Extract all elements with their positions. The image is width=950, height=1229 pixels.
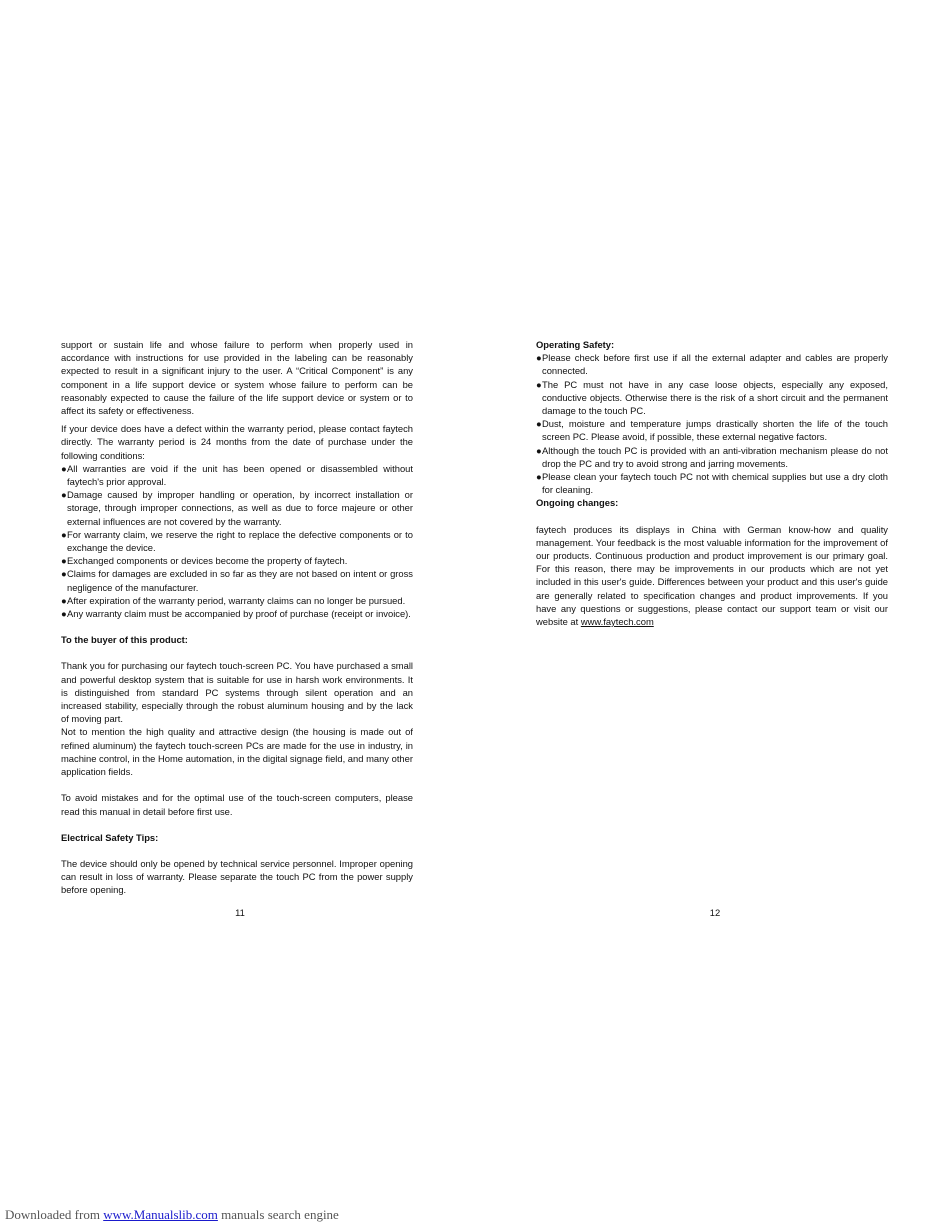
footer-suffix: manuals search engine [221,1207,339,1222]
bullet-icon: ● [536,352,542,364]
electrical-heading: Electrical Safety Tips: [61,831,159,843]
bullet-icon: ● [61,462,67,474]
list-item: ● The PC must not have in any case loose objects, especially any exposed, conductive objects. Otherwise there is the risk of a short circuit and the permanent damage to the touch PC. [536,378,888,417]
list-item: ● Any warranty claim must be accompanied by proof of purchase (receipt or invoice). [61,608,411,620]
list-item: ● Although the touch PC is provided with an anti-vibration mechanism please do not drop the PC and try to avoid strong and jarring movements. [536,444,888,469]
list-item: ● Damage caused by improper handling or operation, by incorrect installation or storage, through improper connections, as well as due to force majeure or other external influences are not covered by the warranty. [61,489,413,527]
page-number: 12 [709,907,721,918]
page-number: 11 [235,907,245,918]
list-item: ● Claims for damages are excluded in so far as they are not based on intent or gross negligence of the manufacturer. [61,568,413,593]
bullet-icon: ● [61,594,67,606]
list-item: ● After expiration of the warranty period, warranty claims can no longer be pursued. [61,594,406,606]
warranty-conditions-list [61,462,413,620]
list-item: ● All warranties are void if the unit has been opened or disassembled without faytech's prior approval. [61,462,413,488]
manualslib-link[interactable]: www.Manualslib.com [103,1207,218,1222]
website-link[interactable]: www.faytech.com [580,616,654,628]
operating-safety-list [536,351,888,496]
warranty-intro-paragraph: If your device does have a defect within the warranty period, please contact faytech directly. The warranty period is 24 months from the date of purchase under the following conditions: [61,423,413,461]
buyer-heading: To the buyer of this product: [61,634,188,646]
bullet-icon: ● [61,528,67,540]
right-page [475,0,950,1229]
buyer-paragraph-1: Thank you for purchasing our faytech touch-screen PC. You have purchased a small and powerful desktop system that is suitable for use in harsh work environments. It is distinguished from standard PC systems through silent operation and an increased stability, especially through the robust aluminum housing and by the lack of moving part. [61,660,413,725]
list-item: ● Please clean your faytech touch PC not with chemical supplies but use a dry cloth for cleaning. [536,471,888,496]
bullet-icon: ● [61,568,67,580]
bullet-icon: ● [536,471,542,483]
bullet-icon: ● [536,418,542,430]
bullet-icon: ● [61,489,67,501]
operating-safety-heading: Operating Safety: [536,339,615,350]
buyer-paragraph-3: To avoid mistakes and for the optimal use of the touch-screen computers, please read this manual in detail before first use. [61,792,413,817]
intro-paragraph: support or sustain life and whose failure to perform when properly used in accordance with instructions for use provided in the labeling can be reasonably expected to result in a significant injury to the user. A “Critical Component” is any component in a life support device or system whose failure to perform can be reasonably expected to cause the failure of the life support device or system or to affect its safety or effectiveness. [61,339,413,417]
bullet-icon: ● [536,378,542,390]
footer-prefix: Downloaded from [5,1207,100,1222]
right-text-column [536,338,888,628]
list-item: ● Exchanged components or devices become the property of faytech. [61,555,348,567]
list-item: ● For warranty claim, we reserve the right to replace the defective components or to exchange the device. [61,528,413,554]
bullet-icon: ● [61,555,67,567]
list-item: ● Please check before first use if all the external adapter and cables are properly connected. [536,352,888,377]
list-item: ● Dust, moisture and temperature jumps drastically shorten the life of the touch screen PC. Please avoid, if possible, these external negative factors. [536,418,888,443]
ongoing-changes-heading: Ongoing changes: [536,497,619,509]
buyer-paragraph-2: Not to mention the high quality and attractive design (the housing is made out of refined aluminum) the faytech touch-screen PCs are made for the use in industry, in machine control, in the Home automation, in the digital signage field, and many other application fields. [61,726,413,778]
bullet-icon: ● [61,608,67,620]
ongoing-changes-paragraph: faytech produces its displays in China with German know-how and quality management. Your feedback is the most valuable information for the improvement of our products. Continuous production and product improvement is our primary goal. For this reason, there may be improvements in our products which are not yet included in this user's guide. Differences between your product and this user's guide are generally related to specification changes and product improvements. If you have any questions or suggestions, please contact our support team or visit our website at www.faytech.com [536,523,888,628]
download-footer [5,1207,339,1223]
bullet-icon: ● [536,444,542,456]
electrical-paragraph: The device should only be opened by technical service personnel. Improper opening can result in loss of warranty. Please separate the touch PC from the power supply before opening. [61,857,413,896]
left-text-column [61,338,413,897]
